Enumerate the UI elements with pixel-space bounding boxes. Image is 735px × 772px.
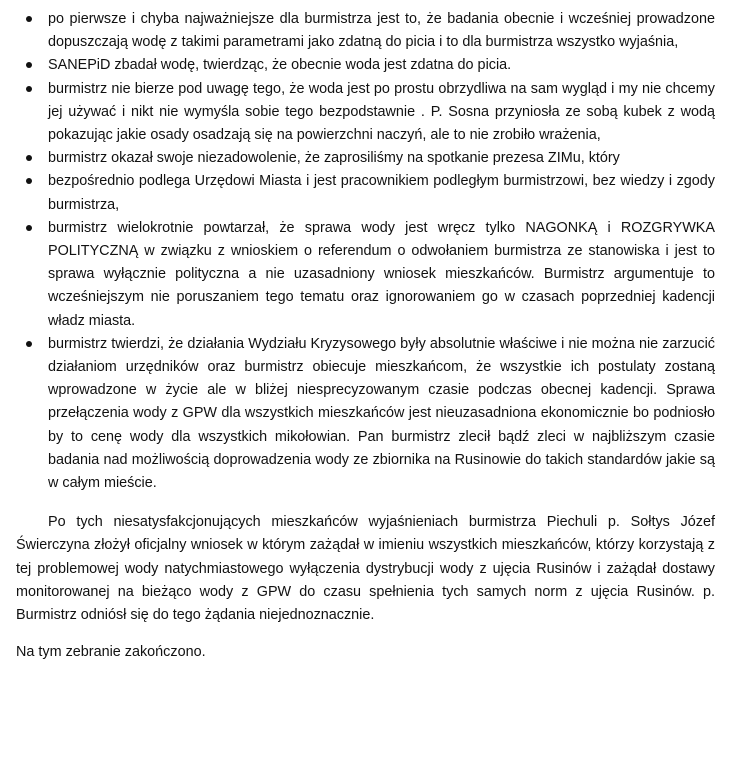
bullet-list <box>16 8 715 495</box>
bullet-text: bezpośrednio podlega Urzędowi Miasta i jest pracownikiem podległym burmistrzowi, bez wiedzy i zgody burmistrza, <box>48 173 715 213</box>
bullet-text: burmistrz nie bierze pod uwagę tego, że woda jest po prostu obrzydliwa na sam wygląd i my nie chcemy jej używać i nikt nie wymyśla sobie tego bezpodstawnie . P. Sosna przyniosła ze sobą kubek z wodą pokazując jakie osady osadzają się na powierzchni naczyń, ale to nie zrobiło wrażenia, <box>48 80 715 144</box>
bullet-text: burmistrz okazał swoje niezadowolenie, że zaprosiliśmy na spotkanie prezesa ZIMu, który <box>48 150 620 167</box>
bullet-item <box>16 147 715 170</box>
bullet-icon <box>26 62 32 68</box>
bullet-text: burmistrz wielokrotnie powtarzał, że sprawa wody jest wręcz tylko NAGONKĄ i ROZGRYWKA POLITYCZNĄ w związku z wnioskiem o referendum o odwołaniem burmistrza ze stanowiska i jest to sprawa wyłącznie polityczna a nie uzasadniony wniosek mieszkańców. Burmistrz argumentuje to wcześniejszym nie poruszaniem tego tematu oraz ignorowaniem go w czasach poprzedniej kadencji władz miasta. <box>48 219 715 329</box>
bullet-icon <box>26 86 32 92</box>
bullet-item <box>16 8 715 54</box>
bullet-icon <box>26 178 32 184</box>
bullet-text: po pierwsze i chyba najważniejsze dla burmistrza jest to, że badania obecnie i wcześniej prowadzone dopuszczają wodę z takimi parametrami jako zdatną do picia i to dla burmistrza wszystko wyjaśnia, <box>48 11 715 51</box>
closing-line: Na tym zebranie zakończono. <box>16 644 206 661</box>
bullet-text: burmistrz twierdzi, że działania Wydziału Kryzysowego były absolutnie właściwe i nie można nie zarzucić działaniom urzędników oraz burmistrz obiecuje mieszkańcom, że wszystkie ich postulaty zostaną wprowadzone w życie ale w bliżej niesprecyzowanym czasie podczas obecnej kadencji. Sprawa przełączenia wody z GPW dla wszystkich mieszkańców jest nieuzasadniona ekonomicznie bo podniosło by to cenę wody dla wszystkich mikołowian. Pan burmistrz zlecił bądź zleci w najbliższym czasie badania nad możliwością doprowadzenia wody ze zbiornika na Rusinowie do takich standardów jakie są w całym mieście. <box>48 335 715 492</box>
summary-paragraph: Po tych niesatysfakcjonujących mieszkańców wyjaśnieniach burmistrza Piechuli p. Sołtys Józef Świerczyna złożył oficjalny wniosek w którym zażądał w imieniu wszystkich mieszkańców, którzy korzystają z tej problemowej wody natychmiastowego wyłączenia dystrybucji wody z ujęcia Rusinów i zażądał dostawy monitorowanej na bieżąco wody z GPW do czasu spełnienia tych samych norm z ujęcia Rusinów. p. Burmistrz odniósł się do tego żądania niejednoznacznie. <box>16 514 715 624</box>
bullet-item <box>16 333 715 495</box>
bullet-item <box>16 78 715 148</box>
bullet-item <box>16 170 715 216</box>
bullet-icon <box>26 155 32 161</box>
bullet-icon <box>26 16 32 22</box>
bullet-text: SANEPiD zbadał wodę, twierdząc, że obecnie woda jest zdatna do picia. <box>48 57 512 74</box>
bullet-item <box>16 54 715 77</box>
bullet-icon <box>26 225 32 231</box>
bullet-item <box>16 217 715 333</box>
bullet-icon <box>26 341 32 347</box>
